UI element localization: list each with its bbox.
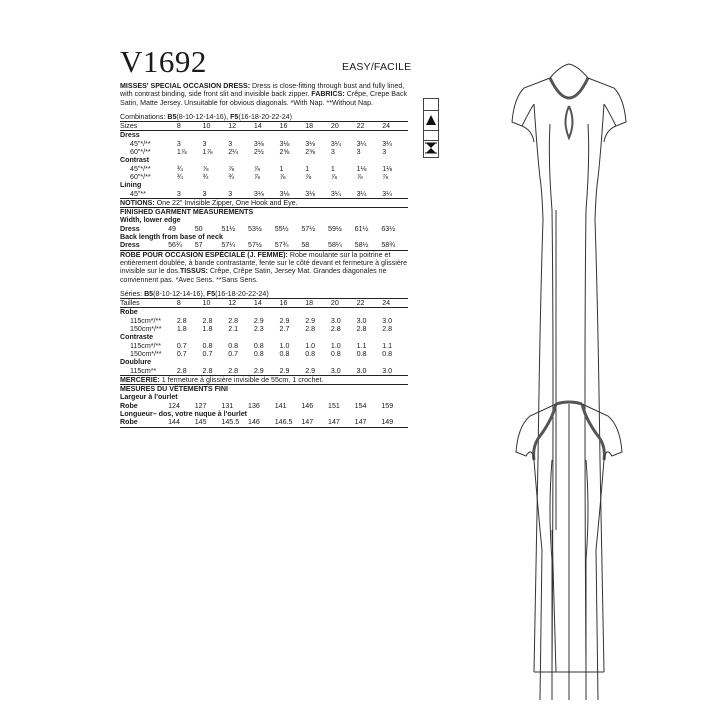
- yardage-cell: 2.8: [176, 316, 187, 325]
- yardage-cell: 0.8: [253, 341, 264, 350]
- combo-b5-sizes: (8-10-12-14-16),: [176, 112, 229, 121]
- yardage-section-row: [120, 156, 408, 164]
- yardage-cell: 2.8: [382, 325, 393, 334]
- fabric-width-label: 45"**: [130, 189, 146, 198]
- hourglass-icon[interactable]: [425, 142, 437, 154]
- measurement-cell: 58¼: [328, 241, 342, 250]
- description-body: Dress is close-fitting through bust and fully lined, with contrast binding, side front slit and invisible back zipper.: [120, 82, 405, 99]
- yardage-cell: 3⅛: [305, 139, 316, 148]
- yardage-cell: 3.0: [330, 316, 341, 325]
- series-b5: B5: [144, 289, 154, 298]
- yardage-cell: 0.8: [382, 349, 393, 358]
- table-row: [120, 190, 408, 198]
- yardage-cell: 1⅛: [356, 164, 367, 173]
- english-yardage-table: [120, 121, 408, 198]
- fr-fabrics-label: TISSUS:: [179, 267, 208, 276]
- measurement-cell: 141: [274, 401, 287, 410]
- table-row: [120, 241, 408, 249]
- yardage-cell: 2.8: [305, 325, 316, 334]
- yardage-section-row: [120, 181, 408, 189]
- yardage-cell: 2.7: [279, 325, 290, 334]
- yardage-cell: 3: [356, 148, 361, 157]
- yardage-cell: 2.9: [279, 316, 290, 325]
- fabric-width-label: 60"*/**: [130, 148, 151, 157]
- size-header-cell: 20: [331, 122, 357, 131]
- yardage-cell: ⅞: [305, 172, 312, 181]
- yardage-section-row: [120, 358, 408, 366]
- series-b5-sizes: (8-10-12-14-16),: [153, 289, 205, 298]
- measurement-cell: 58¾: [381, 241, 396, 250]
- fabrics-label: FABRICS:: [311, 90, 345, 99]
- pattern-number: V1692: [120, 44, 207, 79]
- yardage-cell: 3: [176, 139, 181, 148]
- table-row: [120, 140, 408, 148]
- size-header-cell: 24: [382, 122, 408, 131]
- yardage-cell: 2.8: [356, 325, 367, 334]
- yardage-cell: 1.0: [330, 341, 341, 350]
- yardage-cell: 2.8: [228, 366, 239, 375]
- yardage-cell: 3¼: [382, 189, 393, 198]
- measurement-cell: 55½: [274, 224, 289, 233]
- yardage-cell: 0.8: [253, 349, 264, 358]
- table-row: [120, 148, 408, 156]
- measurement-cell: 51½: [221, 224, 236, 233]
- size-header-cell: 12: [228, 299, 254, 308]
- yardage-cell: 3: [176, 189, 181, 198]
- measurement-cell: 146.5: [274, 418, 293, 427]
- measurement-row-label: Robe: [120, 418, 138, 427]
- combinations-line: [120, 113, 408, 121]
- measurement-label-row: [120, 393, 408, 401]
- measurement-row-label: Dress: [120, 224, 140, 233]
- notions-label: NOTIONS:: [120, 198, 155, 207]
- yardage-cell: 0.7: [202, 349, 213, 358]
- sizes-header-row: [120, 299, 408, 308]
- table-row: [120, 325, 408, 333]
- yardage-cell: 2.3: [253, 325, 264, 334]
- measurement-label: Width, lower edge: [120, 216, 181, 225]
- yardage-cell: ⅞: [228, 164, 235, 173]
- table-row: [120, 225, 408, 233]
- notions-line: [120, 199, 408, 207]
- yardage-cell: 2¼: [228, 148, 239, 157]
- size-header-cell: 14: [254, 299, 280, 308]
- size-header-cell: 18: [305, 122, 331, 131]
- yardage-cell: 3.0: [330, 366, 341, 375]
- yardage-cell: 0.8: [356, 349, 367, 358]
- yardage-cell: 3⅛: [253, 189, 264, 198]
- measurement-cell: 53½: [248, 224, 262, 233]
- measurement-cell: 57½: [248, 241, 262, 250]
- yardage-cell: 3¼: [356, 139, 367, 148]
- yardage-cell: 1.0: [279, 341, 290, 350]
- measurement-label: Back length from base of neck: [120, 233, 223, 242]
- table-row: [120, 342, 408, 350]
- yardage-cell: 0.7: [176, 341, 187, 350]
- size-header-cell: 22: [357, 299, 383, 308]
- yardage-cell: 3: [228, 139, 233, 148]
- description-title: MISSES' SPECIAL OCCASION DRESS:: [120, 82, 251, 90]
- size-header-cell: 24: [382, 299, 408, 308]
- yardage-cell: 3: [228, 189, 233, 198]
- yardage-section-label: Lining: [120, 181, 142, 190]
- mercerie-body: 1 fermeture à glissière invisible de 55cm, 1 crochet.: [159, 375, 324, 384]
- yardage-section-label: Contrast: [120, 156, 150, 165]
- fabrics-body: Crêpe, Crepe Back Satin, Matte Jersey. Unsuitable for obvious diagonals. *With Nap. **Without Nap.: [120, 90, 408, 107]
- yardage-cell: 3¼: [330, 189, 341, 198]
- measurement-cell: 63½: [381, 224, 396, 233]
- dress-back-illustration: [490, 400, 650, 700]
- mercerie-label: MERCERIE:: [120, 375, 160, 384]
- yardage-cell: ¾: [202, 172, 209, 181]
- measurement-cell: 149: [381, 418, 394, 427]
- yardage-cell: 2.9: [253, 316, 264, 325]
- yardage-cell: 2.9: [279, 366, 290, 375]
- yardage-section-row: [120, 333, 408, 341]
- yardage-cell: ⅞: [279, 172, 286, 181]
- yardage-cell: 1: [305, 164, 310, 173]
- measurement-label: Largeur à l'ourlet: [120, 393, 178, 402]
- yardage-cell: 1⅞: [176, 148, 187, 157]
- yardage-cell: 0.8: [330, 349, 341, 358]
- yardage-cell: 0.8: [228, 341, 239, 350]
- yardage-cell: 2.8: [228, 316, 239, 325]
- yardage-cell: ⅞: [356, 172, 363, 181]
- yardage-section-label: Doublure: [120, 358, 152, 367]
- yardage-cell: 2.1: [228, 325, 239, 334]
- yardage-cell: ¾: [228, 172, 235, 181]
- measurement-cell: 147: [354, 418, 367, 427]
- measurement-cell: 49: [168, 224, 176, 233]
- measurement-row-label: Robe: [120, 401, 138, 410]
- yardage-cell: 2⅝: [279, 148, 290, 157]
- fr-description-body: Robe moulante sur la poitrine et entièrement doublée, à bande contrastante, fente sur le côté devant et fermeture à glissière invisible sur le dos.: [120, 250, 408, 276]
- table-row: [120, 173, 408, 181]
- measurement-cell: 151: [328, 401, 340, 410]
- fr-fabrics-body: Crêpe, Crêpe Satin, Jersey Mat. Grandes diagonales ne conviennent pas. *Avec Sens. **Sans Sens.: [120, 267, 387, 284]
- yardage-cell: 1.1: [356, 341, 367, 350]
- yardage-cell: 3.0: [356, 316, 367, 325]
- measurement-cell: 145.5: [221, 418, 240, 427]
- measurement-cell: 57¼: [221, 241, 236, 250]
- fr-description-title: ROBE POUR OCCASION ESPÉCIALE (J. FEMME):: [120, 250, 288, 259]
- measurement-cell: 144: [168, 418, 180, 427]
- combo-b5: B5: [167, 112, 177, 121]
- measurement-cell: 58½: [354, 241, 369, 250]
- yardage-cell: 3¼: [330, 139, 341, 148]
- yardage-cell: ⅞: [202, 164, 209, 173]
- size-header-cell: 8: [177, 299, 203, 308]
- yardage-cell: 2.8: [202, 366, 213, 375]
- series-line: [120, 290, 408, 298]
- measurement-cell: 146: [301, 401, 314, 410]
- series-f5: F5: [206, 289, 216, 298]
- yardage-section-label: Contraste: [120, 333, 154, 342]
- measurement-cell: 57: [194, 241, 203, 250]
- yardage-cell: 1⅞: [202, 148, 213, 157]
- yardage-cell: 2.9: [305, 316, 316, 325]
- yardage-cell: 3⅛: [279, 139, 290, 148]
- yardage-cell: 2.8: [330, 325, 341, 334]
- fabric-width-label: 115cm*/**: [130, 316, 162, 325]
- mercerie-line: [120, 376, 408, 384]
- measurement-cell: 159: [381, 401, 394, 410]
- yardage-cell: 3.0: [382, 316, 393, 325]
- yardage-cell: 3: [382, 148, 387, 157]
- yardage-cell: 0.7: [176, 349, 187, 358]
- yardage-section-row: [120, 308, 408, 317]
- sizes-label: Tailles: [120, 299, 177, 308]
- table-row: [120, 350, 408, 358]
- combo-f5: F5: [230, 112, 239, 121]
- yardage-cell: 2.9: [305, 366, 316, 375]
- size-header-cell: 10: [203, 299, 229, 308]
- measurement-cell: 56¾: [168, 241, 182, 250]
- yardage-cell: 1⅛: [382, 164, 393, 173]
- yardage-cell: 2.8: [202, 316, 213, 325]
- yardage-cell: ⅞: [253, 164, 260, 173]
- yardage-cell: 3¼: [356, 189, 367, 198]
- measurement-row-label: Dress: [120, 241, 140, 250]
- table-row: [120, 165, 408, 173]
- measurement-label-row: [120, 216, 408, 224]
- size-header-cell: 16: [280, 122, 306, 131]
- size-header-cell: 10: [203, 122, 229, 131]
- fabric-width-label: 60"*/**: [130, 172, 151, 181]
- table-row: [120, 418, 408, 426]
- size-header-cell: 12: [228, 122, 254, 131]
- yardage-cell: 0.8: [305, 349, 316, 358]
- fabric-width-label: 115cm**: [130, 366, 157, 375]
- size-header-cell: 20: [331, 299, 357, 308]
- measurement-label: Longueur– dos, votre nuque à l'ourlet: [120, 409, 248, 418]
- measurement-cell: 58: [301, 241, 310, 250]
- measurement-cell: 131: [221, 401, 234, 410]
- yardage-cell: 2½: [253, 148, 264, 157]
- control-divider: [423, 130, 439, 131]
- combinations-label: Combinations:: [120, 112, 166, 121]
- measurement-cell: 145: [194, 418, 207, 427]
- yardage-cell: ⅞: [330, 172, 337, 181]
- measurement-cell: 57½: [301, 224, 316, 233]
- measurement-cell: 147: [301, 418, 314, 427]
- yardage-section-label: Dress: [120, 131, 140, 140]
- table-row: [120, 402, 408, 410]
- measurement-cell: 146: [248, 418, 260, 427]
- yardage-cell: 0.8: [279, 349, 290, 358]
- yardage-cell: 1.1: [382, 341, 393, 350]
- size-header-cell: 22: [357, 122, 383, 131]
- yardage-cell: 3: [202, 189, 207, 198]
- fabric-width-label: 45"*/**: [130, 164, 151, 173]
- yardage-cell: 2.9: [253, 366, 264, 375]
- difficulty-label: EASY/FACILE: [342, 61, 412, 73]
- sizes-header-row: [120, 122, 408, 131]
- table-row: [120, 367, 408, 375]
- yardage-cell: 2⅝: [305, 148, 316, 157]
- fabric-width-label: 115cm*/**: [130, 341, 162, 350]
- yardage-cell: 1.8: [202, 325, 213, 334]
- yardage-cell: 1: [330, 164, 335, 173]
- measurement-cell: 124: [168, 401, 180, 410]
- size-header-cell: 14: [254, 122, 280, 131]
- measurement-label-row: [120, 410, 408, 418]
- yardage-section-row: [120, 131, 408, 140]
- series-f5-sizes: (16-18-20-22-24): [215, 289, 269, 298]
- yardage-cell: 3.0: [356, 366, 367, 375]
- yardage-cell: 3.0: [382, 366, 393, 375]
- sizes-label: Sizes: [120, 122, 177, 131]
- series-label: Séries:: [120, 289, 143, 298]
- table-row: [120, 317, 408, 325]
- triangle-up-icon[interactable]: [425, 114, 437, 126]
- french-description: [120, 251, 408, 284]
- pattern-info-column: [120, 82, 408, 428]
- finished-measurements-title: FINISHED GARMENT MEASUREMENTS: [120, 208, 254, 217]
- yardage-cell: 2.8: [176, 366, 187, 375]
- yardage-cell: 3⅛: [305, 189, 316, 198]
- fabric-width-label: 45"*/**: [130, 139, 151, 148]
- french-yardage-table: [120, 298, 408, 375]
- yardage-cell: ⅞: [382, 172, 389, 181]
- yardage-section-label: Robe: [120, 308, 138, 317]
- measurement-cell: 127: [194, 401, 207, 410]
- control-divider: [423, 110, 439, 111]
- notions-body: One 22" Invisible Zipper, One Hook and Eye.: [154, 198, 298, 207]
- english-description: [120, 82, 408, 107]
- control-divider: [423, 140, 439, 141]
- yardage-cell: 1.0: [305, 341, 316, 350]
- yardage-cell: 3¼: [382, 139, 393, 148]
- yardage-cell: 1: [279, 164, 284, 173]
- measurement-cell: 136: [248, 401, 260, 410]
- yardage-cell: 3⅛: [253, 139, 264, 148]
- fr-finished-measurements-title: MESURES DU VÊTEMENTS FINI: [120, 385, 228, 394]
- yardage-cell: ¾: [176, 172, 183, 181]
- yardage-cell: ⅞: [253, 172, 260, 181]
- yardage-cell: 3: [202, 139, 207, 148]
- size-header-cell: 18: [305, 299, 331, 308]
- measurement-label-row: [120, 233, 408, 241]
- yardage-cell: 0.7: [228, 349, 239, 358]
- yardage-cell: ¾: [176, 164, 183, 173]
- french-measurements-table: [120, 393, 408, 426]
- yardage-cell: 3: [330, 148, 335, 157]
- combo-f5-sizes: (16-18-20-22-24): [238, 112, 292, 121]
- measurement-cell: 57¾: [274, 241, 289, 250]
- yardage-cell: 0.8: [202, 341, 213, 350]
- english-measurements-table: [120, 216, 408, 249]
- size-header-cell: 8: [177, 122, 203, 131]
- measurement-cell: 61½: [354, 224, 369, 233]
- yardage-cell: 1.8: [176, 325, 187, 334]
- size-header-cell: 16: [280, 299, 306, 308]
- yardage-cell: 3⅛: [279, 189, 290, 198]
- measurement-cell: 59½: [328, 224, 342, 233]
- measurement-cell: 147: [328, 418, 340, 427]
- fabric-width-label: 150cm*/**: [130, 349, 162, 358]
- measurement-cell: 154: [354, 401, 367, 410]
- fabric-width-label: 150cm*/**: [130, 325, 162, 334]
- measurement-cell: 50: [194, 224, 203, 233]
